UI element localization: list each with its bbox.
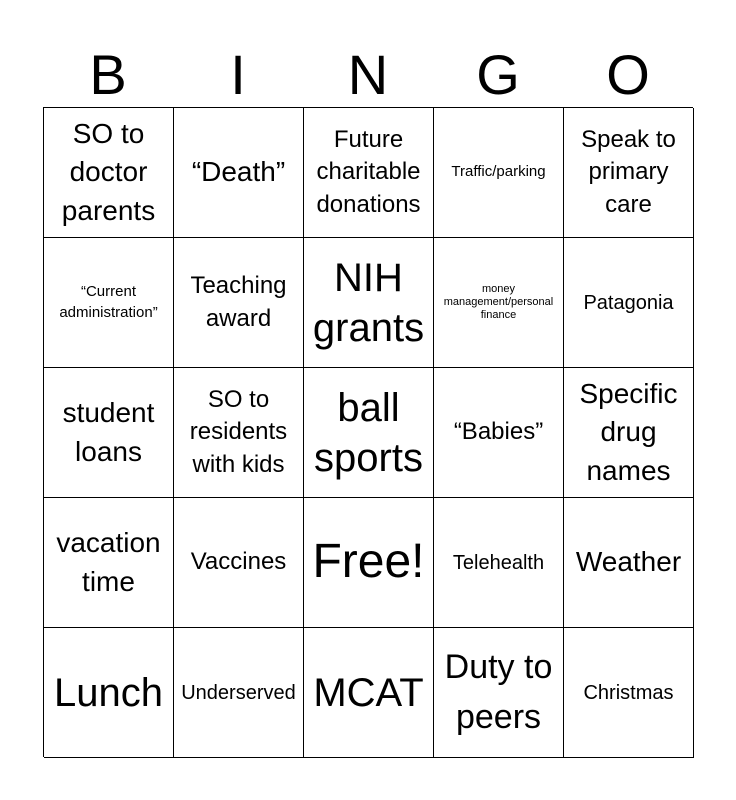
cell-text: MCAT — [313, 670, 424, 715]
bingo-cell[interactable] — [434, 108, 564, 238]
bingo-cell[interactable] — [304, 368, 434, 498]
header-letter-n: N — [347, 43, 389, 106]
cell-text: Patagonia — [583, 291, 674, 314]
cell-text: Duty to peers — [444, 648, 553, 736]
header-letter-g: G — [476, 43, 520, 106]
bingo-cell[interactable] — [44, 628, 174, 758]
cell-text: Speak to primary care — [581, 125, 676, 218]
bingo-cell[interactable] — [564, 108, 694, 238]
bingo-cell[interactable] — [174, 238, 304, 368]
bingo-cell[interactable] — [434, 368, 564, 498]
header-letter-b: B — [89, 43, 127, 106]
bingo-cell[interactable] — [434, 628, 564, 758]
cell-text: Specific drug names — [579, 377, 678, 486]
cell-text: Christmas — [583, 681, 674, 704]
bingo-cell[interactable] — [174, 108, 304, 238]
cell-text: ball sports — [314, 385, 423, 480]
bingo-cell[interactable] — [564, 628, 694, 758]
cell-text: NIH grants — [312, 255, 425, 350]
cell-text: SO to doctor parents — [61, 117, 156, 226]
bingo-cell[interactable] — [174, 498, 304, 628]
bingo-cell[interactable] — [174, 368, 304, 498]
bingo-cell[interactable] — [44, 498, 174, 628]
bingo-cell[interactable] — [304, 238, 434, 368]
bingo-cell[interactable] — [564, 368, 694, 498]
cell-text: vacation time — [56, 526, 161, 597]
cell-text: Underserved — [181, 681, 296, 704]
header-letter-i: I — [230, 43, 246, 106]
cell-text: Telehealth — [452, 551, 545, 574]
bingo-cell[interactable] — [304, 628, 434, 758]
free-space-cell[interactable] — [304, 498, 434, 628]
bingo-cell[interactable] — [44, 368, 174, 498]
cell-text: Vaccines — [190, 548, 287, 576]
cell-text: Teaching award — [190, 272, 287, 332]
bingo-cell[interactable] — [564, 238, 694, 368]
bingo-cell[interactable] — [44, 238, 174, 368]
cell-text: Free! — [312, 535, 425, 589]
cell-text: student loans — [62, 396, 155, 467]
header-letter-o: O — [606, 43, 650, 106]
cell-text: Future charitable donations — [316, 125, 421, 218]
bingo-header — [43, 40, 693, 110]
bingo-cell[interactable] — [434, 238, 564, 368]
cell-text: Traffic/parking — [451, 163, 546, 181]
cell-text: money management/personal finance — [443, 282, 554, 322]
cell-text: Lunch — [54, 670, 163, 715]
bingo-cell[interactable] — [564, 498, 694, 628]
bingo-cell[interactable] — [434, 498, 564, 628]
cell-text: “Current administration” — [59, 283, 158, 321]
cell-text: Weather — [575, 546, 682, 578]
bingo-cell[interactable] — [44, 108, 174, 238]
bingo-cell[interactable] — [304, 108, 434, 238]
bingo-grid — [43, 107, 693, 757]
cell-text: “Death” — [191, 156, 286, 188]
cell-text: “Babies” — [453, 418, 544, 446]
cell-text: SO to residents with kids — [189, 385, 288, 478]
bingo-cell[interactable] — [174, 628, 304, 758]
